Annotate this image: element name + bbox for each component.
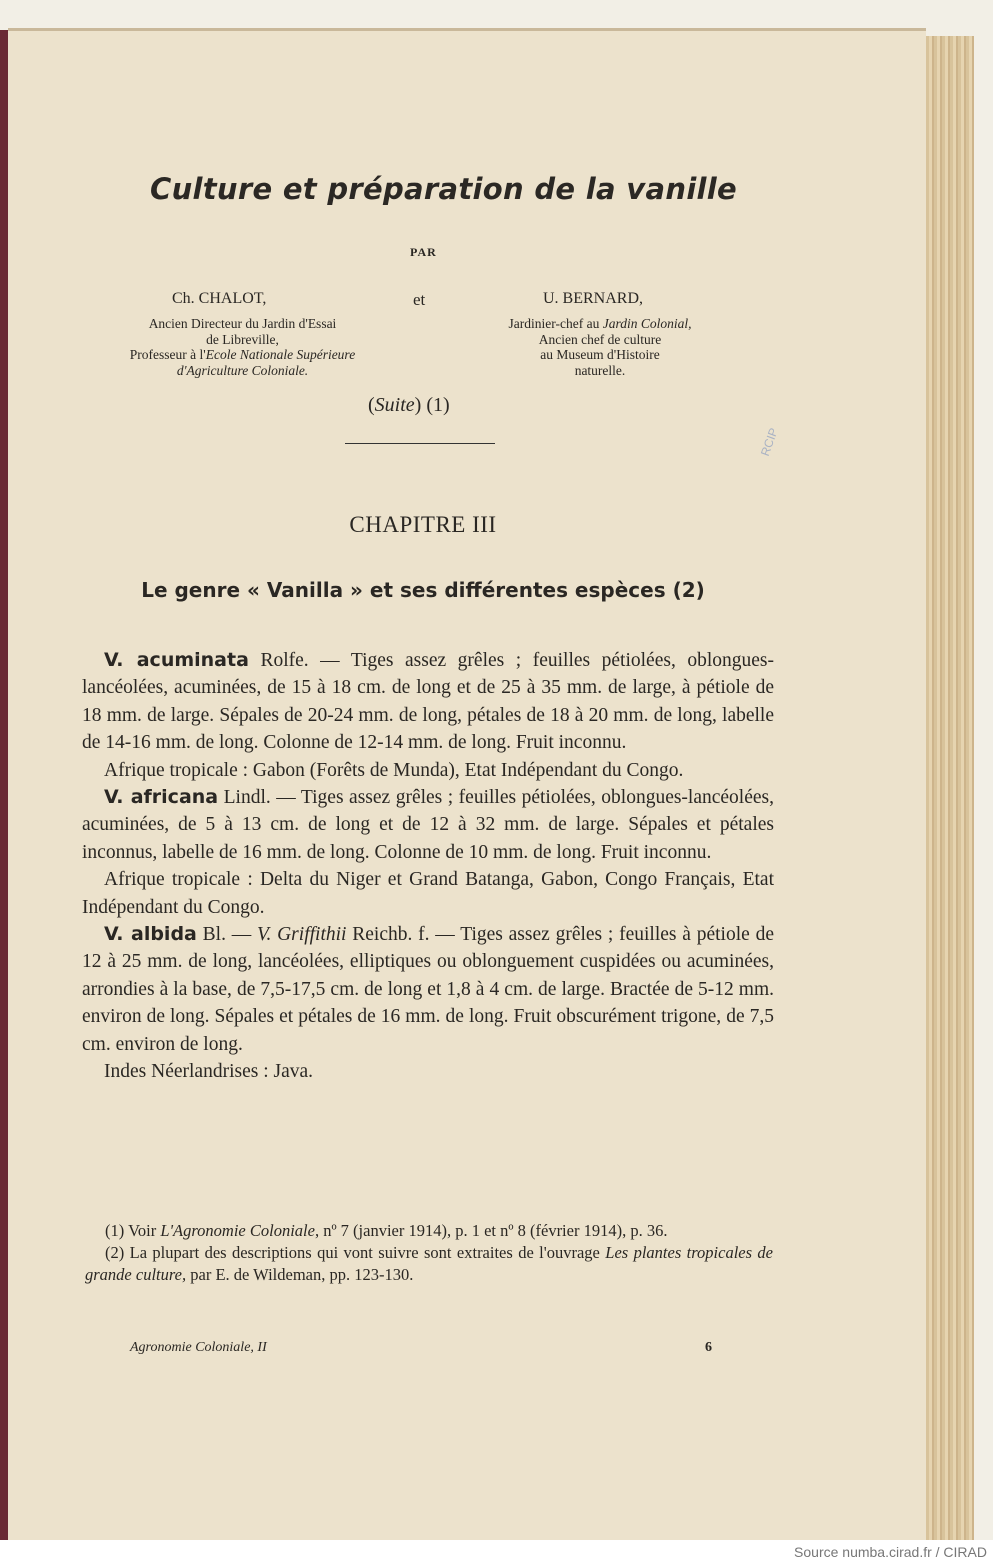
aff-line: Ancien chef de culture — [538, 331, 662, 347]
species-region: Indes Néerlandrises : Java. — [104, 1061, 314, 1083]
species-description: Lindl. — Tiges assez grêles ; feuilles pétiolées, oblongues-lancéolées, acuminées, de 5 à 13 cm. de long et de 12 à 32 mm. de large. Sépales et pétales inconnus, labelle de 16 mm. de long. Colonne de 10 mm. de long. Fruit inconnu. — [82, 787, 774, 863]
book-binding — [0, 30, 8, 1540]
footnote-text: (2) La plupart des descriptions qui vont suivre sont extraites de l'ouvrage — [105, 1243, 606, 1262]
aff-text: Professeur à l' — [129, 347, 206, 362]
aff-line — [80, 363, 405, 379]
aff-text: Jardinier-chef au — [508, 316, 603, 331]
species-entry — [82, 647, 774, 757]
bernard-affiliation — [460, 316, 740, 378]
article-body — [82, 647, 774, 1086]
aff-school: d'Agriculture Coloniale. — [176, 362, 309, 378]
species-region: Afrique tropicale : Gabon (Forêts de Munda), Etat Indépendant du Congo. — [104, 759, 684, 781]
species-description: Bl. — — [202, 924, 258, 946]
aff-line — [80, 347, 405, 363]
suite-word: Suite — [374, 394, 415, 416]
source-credit: Source numba.cirad.fr / CIRAD — [794, 1544, 987, 1560]
footnote-text: par E. de Wildeman, pp. 123-130. — [186, 1265, 414, 1284]
footnote-text: (1) Voir — [105, 1221, 161, 1240]
species-description: Reichb. f. — Tiges assez grêles ; feuilles à pétiole de 12 à 25 mm. de long, lancéolées, elliptiques ou oblonguement cuspidées ou acuminées, arrondies à la base, de 7,5-17,5 cm. de long et 1,8 à 4 cm. de large. Bractée de 5-12 mm. environ de long. Sépales et pétales de 16 mm. de long. Fruit obscurément trigone, de 7,5 cm. environ de long. — [82, 924, 774, 1055]
par-label: PAR — [410, 245, 437, 259]
footnotes — [85, 1220, 773, 1286]
aff-line — [460, 316, 740, 332]
aff-school: Ecole Nationale Supérieure — [205, 347, 356, 362]
aff-line: Ancien Directeur du Jardin d'Essai — [148, 316, 337, 331]
footnote-book: Les plantes tropicales de grande culture, — [85, 1243, 773, 1284]
page-edge — [926, 36, 974, 1540]
author-connector: et — [413, 290, 426, 309]
species-name: V. acuminata — [104, 649, 249, 671]
footnote-text: , nº 7 (janvier 1914), p. 1 et nº 8 (février 1914), p. 36. — [314, 1221, 668, 1240]
species-description: Rolfe. — Tiges assez grêles ; feuilles pétiolées, oblongues-lancéolées, acuminées, de 15 à 18 cm. de long et de 25 à 35 mm. de large, à pétiole de 18 mm. de large. Sépales de 20-24 mm. de long, pétales de 18 à 20 mm. de long, labelle de 14-16 mm. de long. Colonne de 12-14 mm. de long. Fruit inconnu. — [82, 650, 775, 754]
author-chalot: Ch. CHALOT, — [172, 290, 267, 307]
chalot-affiliation — [80, 316, 405, 378]
article-title: Culture et préparation de la vanille — [150, 172, 738, 206]
species-region: Afrique tropicale : Delta du Niger et Grand Batanga, Gabon, Congo Français, Etat Indépendant du Congo. — [82, 869, 774, 918]
aff-line: au Museum d'Histoire — [540, 347, 660, 362]
aff-line: de Libreville, — [206, 331, 279, 347]
species-name: V. albida — [104, 923, 197, 946]
footnote-journal: L'Agronomie Coloniale — [160, 1221, 315, 1240]
author-bernard: U. BERNARD, — [543, 290, 644, 307]
species-name: V. africana — [104, 786, 219, 809]
chapter-heading: CHAPITRE III — [349, 512, 497, 537]
suite-label: (Suite) (1) — [368, 394, 450, 416]
aff-line: naturelle. — [574, 362, 626, 378]
section-title: Le genre « Vanilla » et ses différentes espèces (2) — [141, 578, 705, 602]
aff-garden: Jardin Colonial, — [602, 316, 692, 331]
species-entry — [82, 784, 774, 866]
library-stamp: RCIP — [757, 426, 781, 458]
suite-footnote-ref: (1) — [426, 394, 450, 416]
footer-journal: Agronomie Coloniale, II — [130, 1340, 267, 1355]
footnote-2 — [85, 1242, 773, 1286]
species-synonym: V. Griffithii — [257, 924, 347, 946]
separator-rule — [345, 443, 495, 444]
footer-page-number: 6 — [705, 1340, 712, 1355]
footnote-1 — [85, 1220, 773, 1242]
species-entry — [82, 921, 774, 1058]
